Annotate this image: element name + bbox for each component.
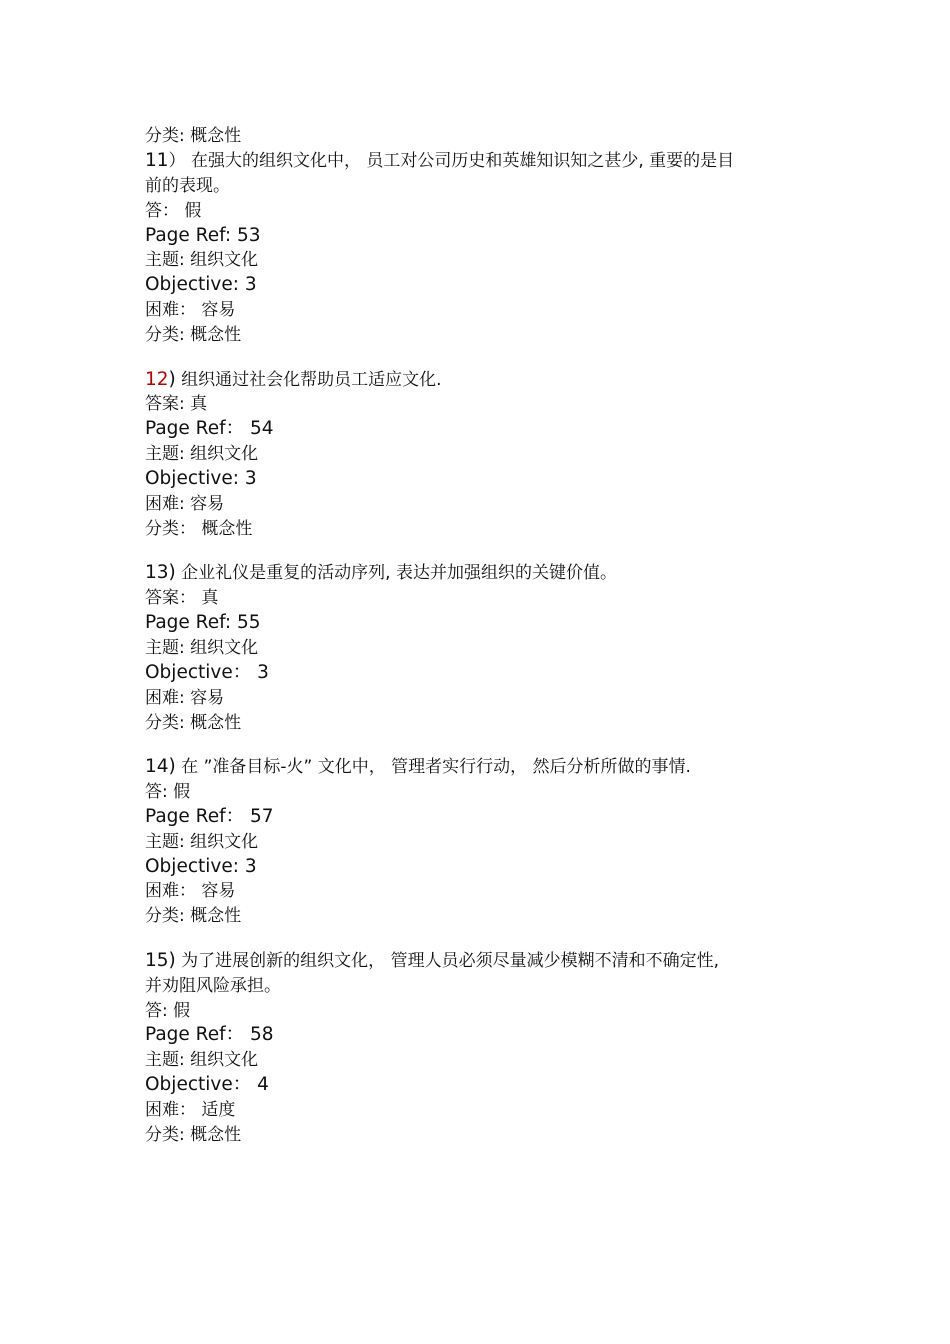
page-ref-line: Page Ref： 57 [145,805,274,827]
question-text: 为了进展创新的组织文化， 管理人员必须尽量减少模糊不清和不确定性, [181,950,719,971]
question-text: 企业礼仪是重复的活动序列, 表达并加强组织的关键价值。 [181,563,617,584]
question-line [145,368,825,393]
difficulty-line: 困难： 容易 [145,881,236,902]
answer-line: 答： 假 [145,200,202,221]
objective-line: Objective: 3 [145,855,257,877]
question-text: 组织通过社会化帮助员工适应文化. [181,369,442,390]
difficulty-line: 困难： 适度 [145,1100,236,1121]
question-block [145,755,825,929]
page-ref-line: Page Ref: 53 [145,224,261,246]
question-line [145,949,825,974]
page-ref-line: Page Ref： 54 [145,418,274,440]
topic-line: 主题: 组织文化 [145,444,259,465]
question-number: 12 [145,368,169,390]
question-block [145,368,825,542]
question-block [145,149,825,348]
question-separator: ) [168,562,176,584]
difficulty-line: 困难: 容易 [145,493,225,514]
answer-line: 答: 假 [145,1000,191,1021]
question-number: 14 [145,755,169,777]
objective-line: Objective： 4 [145,1074,269,1096]
page-ref-line: Page Ref： 58 [145,1024,274,1046]
question-separator: ) [168,949,176,971]
question-text: 在 ”准备目标-火” 文化中， 管理者实行行动， 然后分析所做的事情. [181,756,691,777]
question-line [145,561,825,586]
question-line [145,755,825,780]
document-page [145,124,825,1148]
objective-line: Objective: 3 [145,274,257,296]
question-text-continued: 前的表现。 [145,175,230,196]
question-number: 15 [145,949,169,971]
topic-line: 主题: 组织文化 [145,1050,259,1071]
question-block [145,949,825,1148]
difficulty-line: 困难: 容易 [145,687,225,708]
question-text-continued: 并劝阻风险承担。 [145,975,281,996]
objective-line: Objective: 3 [145,468,257,490]
objective-line: Objective： 3 [145,661,269,683]
question-block [145,561,825,735]
topic-line: 主题: 组织文化 [145,250,259,271]
answer-line: 答: 假 [145,781,191,802]
category-line: 分类： 概念性 [145,518,253,539]
question-line [145,149,825,174]
answer-line: 答案: 真 [145,394,208,415]
topic-line: 主题: 组织文化 [145,831,259,852]
answer-line: 答案： 真 [145,588,219,609]
question-number: 13 [145,562,169,584]
category-line: 分类: 概念性 [145,712,242,733]
difficulty-line: 困难： 容易 [145,300,236,321]
category-line: 分类: 概念性 [145,325,242,346]
category-line: 分类: 概念性 [145,906,242,927]
page-ref-line: Page Ref: 55 [145,612,261,634]
category-line: 分类: 概念性 [145,126,242,146]
question-text: 在强大的组织文化中， 员工对公司历史和英雄知识知之甚少, 重要的是目 [190,150,735,171]
question-number: 11 [145,149,169,171]
topic-line: 主题: 组织文化 [145,637,259,658]
question-separator: ) [168,368,176,390]
question-separator: ) [168,755,176,777]
question-separator: ） [168,150,186,171]
category-line: 分类: 概念性 [145,1124,242,1145]
